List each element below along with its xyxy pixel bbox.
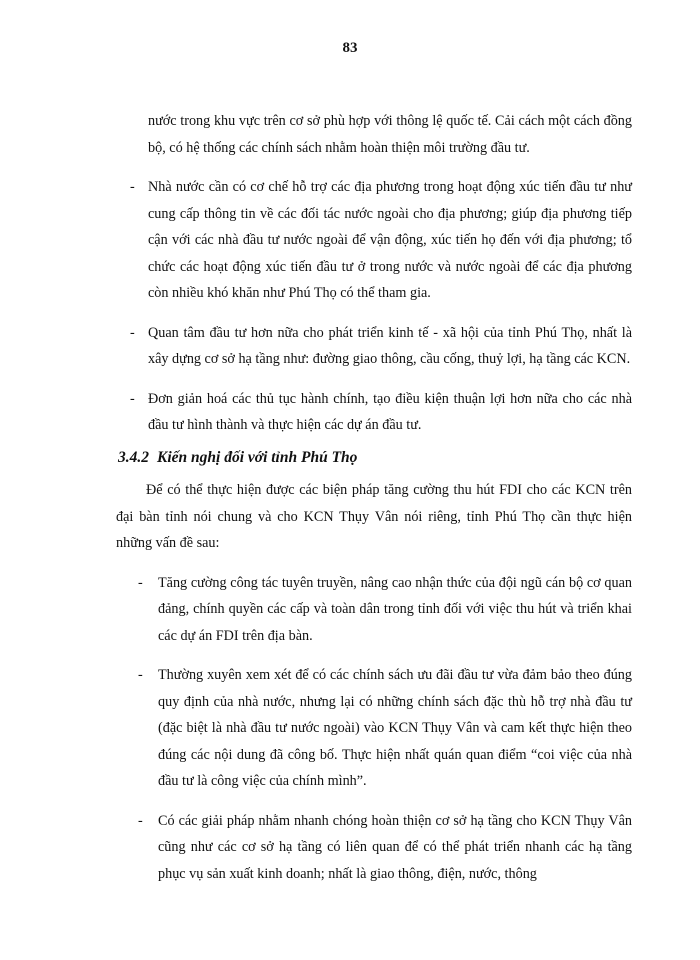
bullet-dash: - — [130, 179, 135, 195]
bullet-item — [116, 320, 632, 373]
bullet-text: Quan tâm đầu tư hơn nữa cho phát triển kinh tế - xã hội của tỉnh Phú Thọ, nhất là xây dựng cơ sở hạ tầng như: đường giao thông, cầu cống, thuỷ lợi, hạ tầng các KCN. — [148, 324, 632, 367]
intro-paragraph: Để có thể thực hiện được các biện pháp tăng cường thu hút FDI cho các KCN trên đại bàn tỉnh nói chung và cho KCN Thụy Vân nói riêng, tỉnh Phú Thọ cần thực hiện những vấn đề sau: — [116, 482, 632, 551]
bullet-dash: - — [130, 324, 135, 341]
bullet-text: Có các giải pháp nhằm nhanh chóng hoàn thiện cơ sở hạ tầng cho KCN Thụy Vân cũng như các cơ sở hạ tầng có liên quan để có thể phát triển nhanh các hạ tầng phục vụ sản xuất kinh doanh; nhất là giao thông, điện, nước, thông — [158, 812, 632, 882]
bullet-item — [116, 386, 632, 439]
page-number: 83 — [342, 40, 358, 56]
section-heading — [116, 445, 632, 472]
bullet-item — [116, 808, 632, 888]
page-body — [116, 108, 632, 887]
bullet-dash: - — [138, 574, 143, 591]
bullet-item — [116, 570, 632, 650]
bullet-item — [116, 174, 632, 307]
bullet-dash: - — [138, 667, 143, 683]
bullet-text: Tăng cường công tác tuyên truyền, nâng cao nhận thức của đội ngũ cán bộ cơ quan đảng, chính quyền các cấp và toàn dân trong tỉnh đối với việc thu hút và triển khai các dự án FDI trên địa bàn. — [158, 574, 632, 644]
bullet-dash: - — [138, 812, 143, 829]
section-number: 3.4.2 — [118, 448, 149, 466]
continuation-paragraph: nước trong khu vực trên cơ sở phù hợp với thông lệ quốc tế. Cải cách một cách đồng bộ, có hệ thống các chính sách nhằm hoàn thiện môi trường đầu tư. — [148, 113, 632, 156]
section-title: Kiến nghị đối với tỉnh Phú Thọ — [157, 448, 358, 466]
bullet-text: Thường xuyên xem xét để có các chính sách ưu đãi đầu tư vừa đảm bảo theo đúng quy định của nhà nước, nhưng lại có những chính sách đặc thù hỗ trợ nhà đầu tư (đặc biệt là nhà đầu tư nước ngoài) vào KCN Thụy Vân và cam kết thực hiện theo đúng các nội dung đã công bố. Thực hiện nhất quán quan điểm “coi việc của nhà đầu tư là công việc của chính mình”. — [158, 667, 632, 789]
bullet-item — [116, 662, 632, 795]
bullet-dash: - — [130, 390, 135, 407]
bullet-text: Nhà nước cần có cơ chế hỗ trợ các địa phương trong hoạt động xúc tiến đầu tư như cung cấp thông tin về các đối tác nước ngoài cho địa phương; giúp địa phương tiếp cận với các nhà đầu tư nước ngoài để vận động, xúc tiến họ đến với địa phương; tổ chức các hoạt động xúc tiến đầu tư ở trong nước và nước ngoài để các địa phương còn nhiều khó khăn như Phú Thọ có thể tham gia. — [148, 179, 632, 301]
bullet-text: Đơn giản hoá các thủ tục hành chính, tạo điều kiện thuận lợi hơn nữa cho các nhà đầu tư hình thành và thực hiện các dự án đầu tư. — [148, 390, 632, 433]
